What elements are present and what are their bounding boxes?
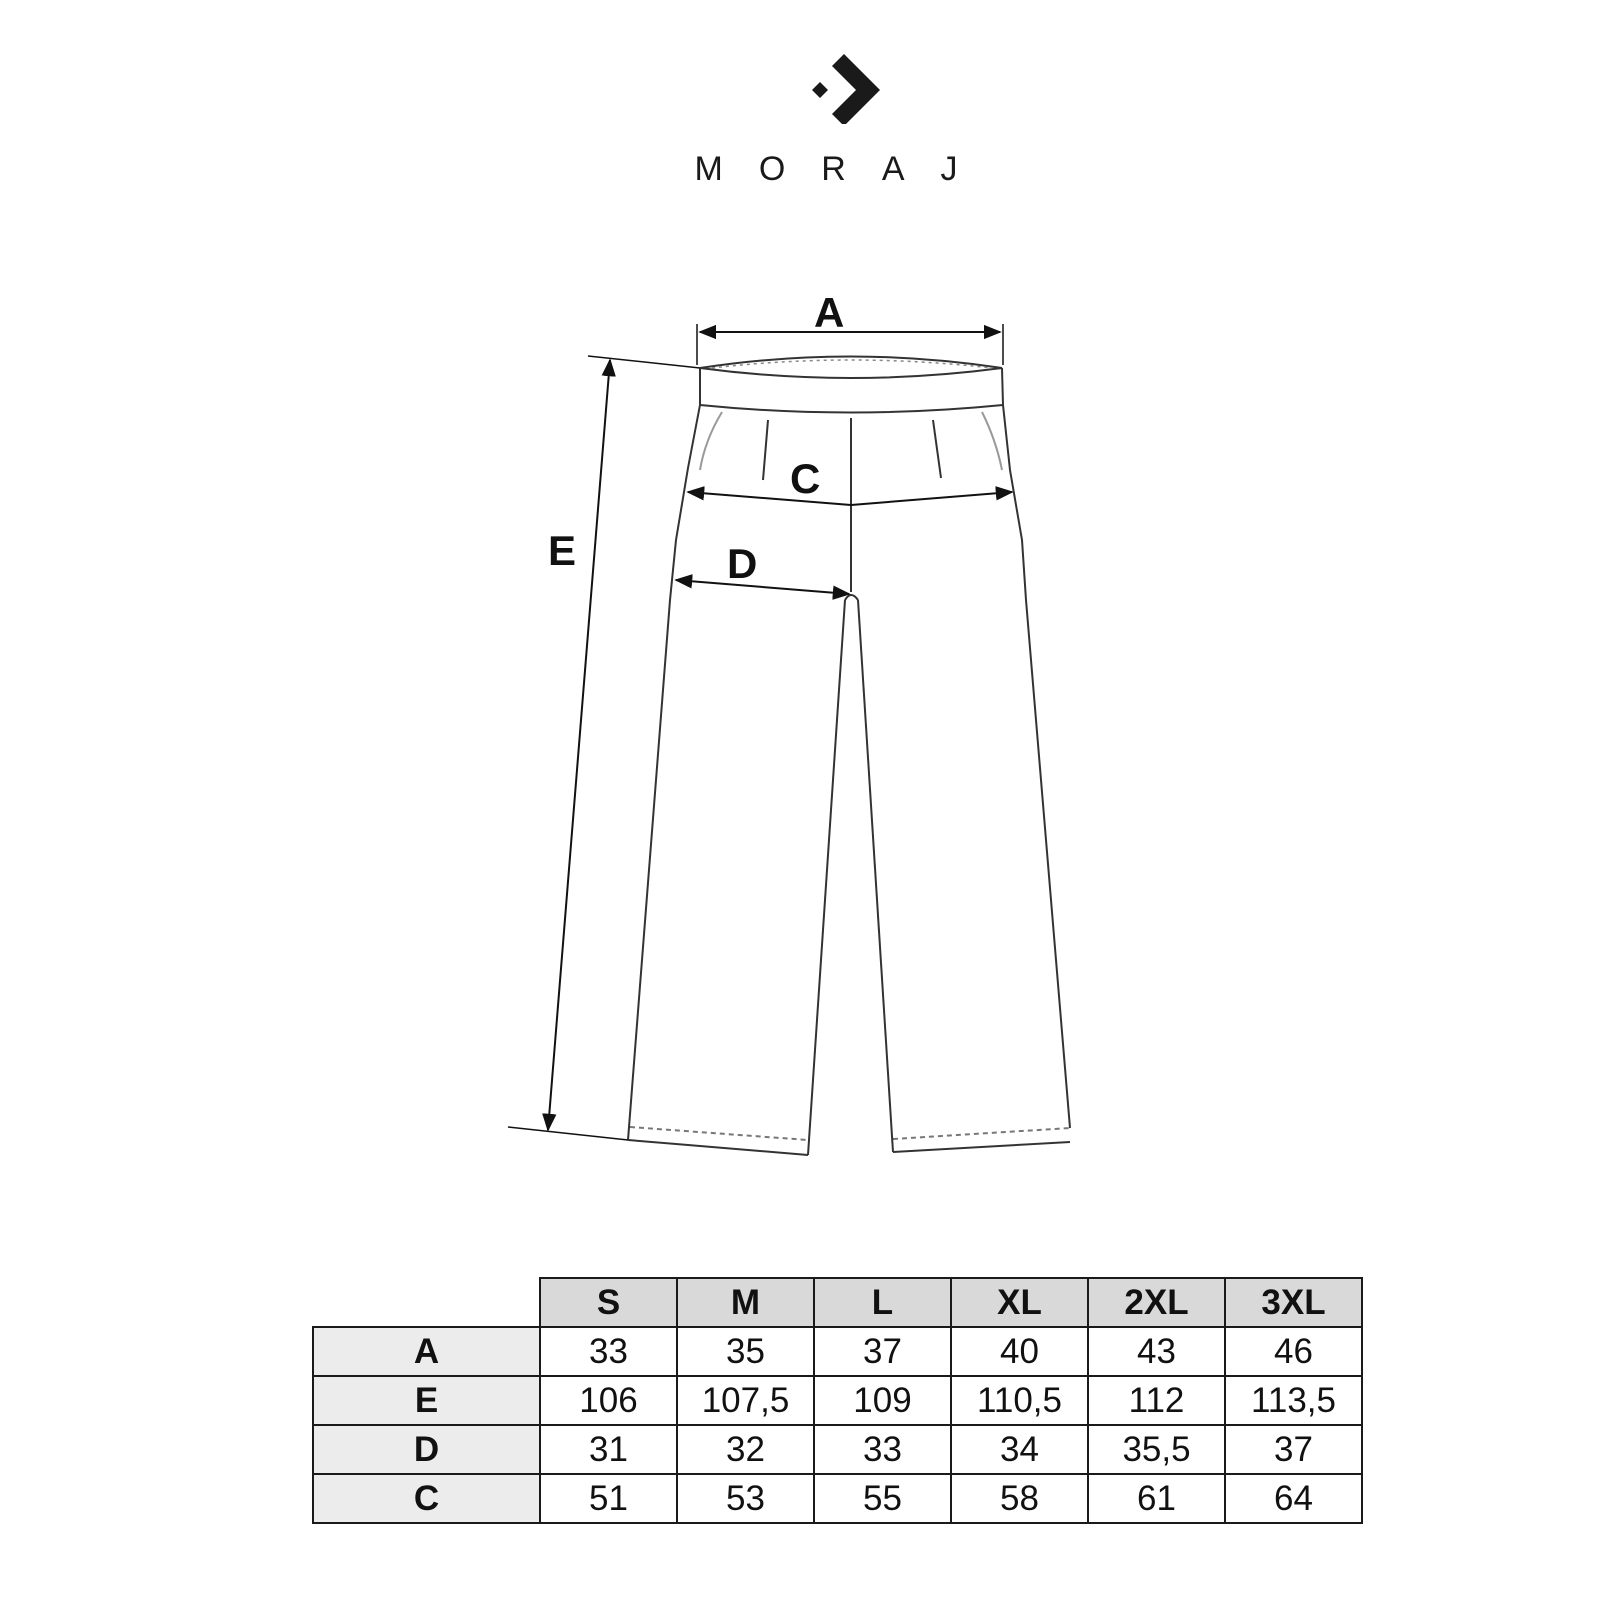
table-cell: 32 bbox=[677, 1425, 814, 1474]
measurement-d-arrow bbox=[676, 580, 849, 594]
size-header: L bbox=[814, 1278, 951, 1327]
table-cell: 64 bbox=[1225, 1474, 1362, 1523]
table-cell: 107,5 bbox=[677, 1376, 814, 1425]
table-row bbox=[313, 1376, 1362, 1425]
size-header: 3XL bbox=[1225, 1278, 1362, 1327]
table-cell: 51 bbox=[540, 1474, 677, 1523]
row-label: A bbox=[313, 1327, 540, 1376]
table-cell: 35 bbox=[677, 1327, 814, 1376]
table-cell: 61 bbox=[1088, 1474, 1225, 1523]
measurement-e-arrow bbox=[508, 356, 700, 1140]
size-header: S bbox=[540, 1278, 677, 1327]
table-cell: 34 bbox=[951, 1425, 1088, 1474]
table-cell: 110,5 bbox=[951, 1376, 1088, 1425]
size-header: M bbox=[677, 1278, 814, 1327]
table-cell: 35,5 bbox=[1088, 1425, 1225, 1474]
table-cell: 55 bbox=[814, 1474, 951, 1523]
table-row bbox=[313, 1425, 1362, 1474]
row-label: D bbox=[313, 1425, 540, 1474]
table-cell: 113,5 bbox=[1225, 1376, 1362, 1425]
table-cell: 58 bbox=[951, 1474, 1088, 1523]
table-cell: 53 bbox=[677, 1474, 814, 1523]
table-cell: 37 bbox=[814, 1327, 951, 1376]
table-cell: 40 bbox=[951, 1327, 1088, 1376]
label-a: A bbox=[814, 289, 845, 336]
table-corner bbox=[313, 1278, 540, 1327]
measurement-a-arrow bbox=[697, 324, 1003, 365]
label-e: E bbox=[548, 527, 577, 574]
table-cell: 33 bbox=[540, 1327, 677, 1376]
table-cell: 37 bbox=[1225, 1425, 1362, 1474]
brand-name: MORAJ bbox=[694, 150, 994, 188]
table-cell: 43 bbox=[1088, 1327, 1225, 1376]
label-d: D bbox=[727, 540, 758, 587]
label-c: C bbox=[790, 455, 821, 502]
table-cell: 109 bbox=[814, 1376, 951, 1425]
table-cell: 33 bbox=[814, 1425, 951, 1474]
table-row bbox=[313, 1474, 1362, 1523]
size-header: XL bbox=[951, 1278, 1088, 1327]
row-label: E bbox=[313, 1376, 540, 1425]
row-label: C bbox=[313, 1474, 540, 1523]
table-cell: 106 bbox=[540, 1376, 677, 1425]
pants-outline bbox=[628, 357, 1070, 1156]
size-header-row bbox=[313, 1278, 1362, 1327]
table-cell: 112 bbox=[1088, 1376, 1225, 1425]
table-cell: 46 bbox=[1225, 1327, 1362, 1376]
table-cell: 31 bbox=[540, 1425, 677, 1474]
size-header: 2XL bbox=[1088, 1278, 1225, 1327]
size-chart-table bbox=[312, 1277, 1363, 1524]
table-row bbox=[313, 1327, 1362, 1376]
